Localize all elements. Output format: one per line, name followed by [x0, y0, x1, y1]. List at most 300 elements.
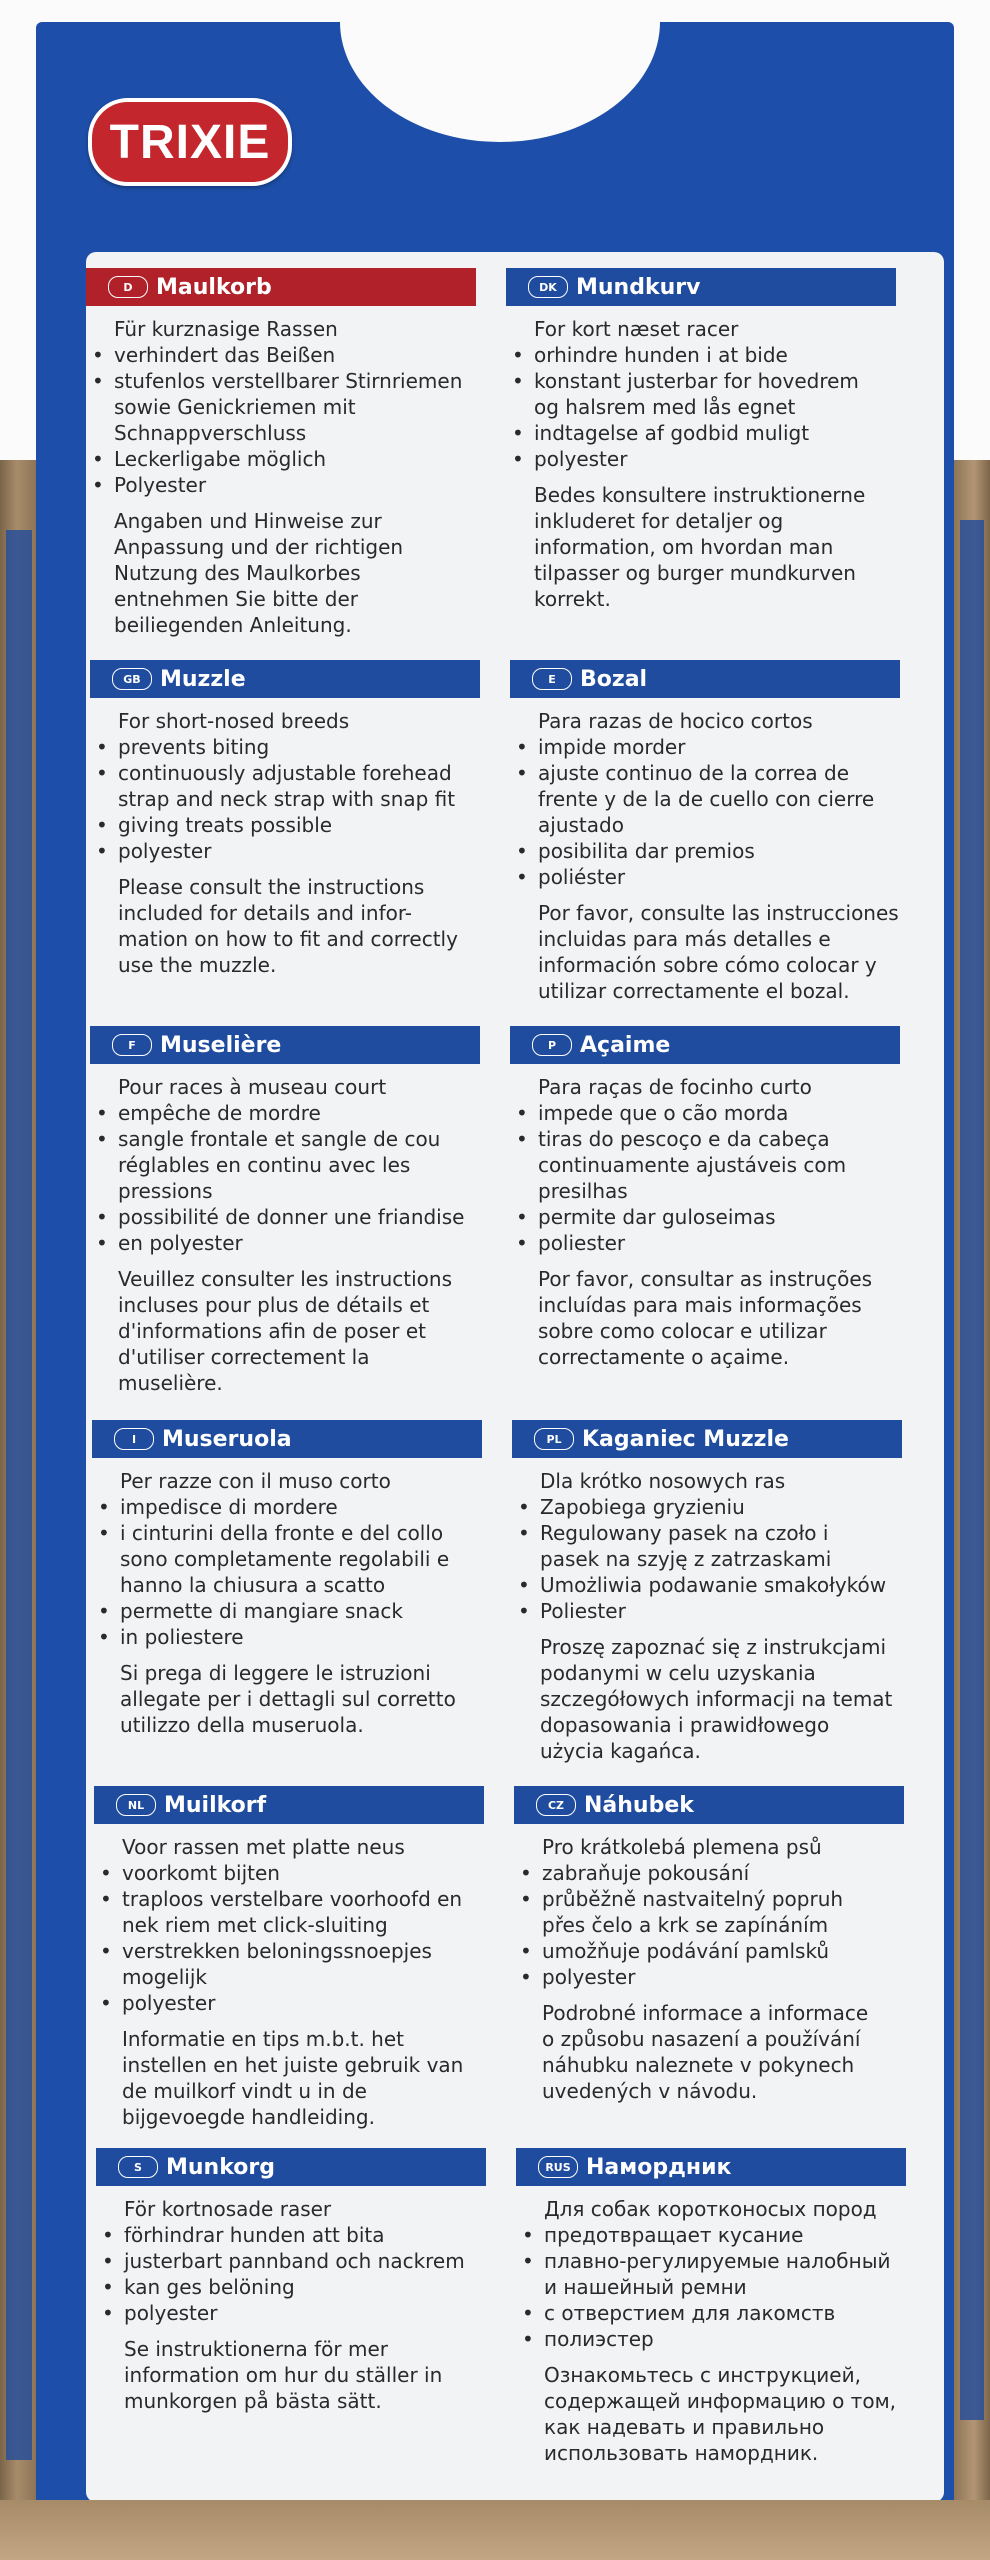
section-title: Bozal	[580, 666, 648, 692]
feature-item	[98, 1598, 482, 1624]
bullet-icon: •	[98, 1495, 110, 1519]
section-title: Muzzle	[160, 666, 246, 692]
bullet-icon: •	[512, 421, 524, 445]
note-line: use the muzzle.	[118, 953, 277, 977]
bullet-icon: •	[522, 2249, 534, 2273]
section-body	[512, 316, 896, 612]
note-line: d'informations afin de poser et	[118, 1319, 427, 1343]
feature-list	[516, 1100, 900, 1256]
note-line: Anpassung und der richtigen	[114, 535, 404, 559]
section-cz	[514, 1786, 904, 2104]
note-line: uvedených v návodu.	[542, 2079, 758, 2103]
instruction-note	[118, 1266, 480, 1396]
cardboard-bottom	[0, 2500, 990, 2560]
feature-item	[96, 1126, 480, 1204]
feature-item	[512, 420, 896, 446]
bullet-icon: •	[518, 1573, 530, 1597]
feature-line: réglables en continu avec les	[118, 1153, 411, 1177]
feature-line: förhindrar hunden att bita	[124, 2223, 385, 2247]
bullet-icon: •	[520, 1887, 532, 1911]
feature-item	[520, 1964, 904, 1990]
feature-item	[96, 734, 480, 760]
note-line: Bedes konsultere instruktionerne	[534, 483, 866, 507]
language-code-badge: S	[118, 2156, 158, 2178]
feature-line: posibilita dar premios	[538, 839, 755, 863]
feature-line: en polyester	[118, 1231, 243, 1255]
note-line: sobre como colocar e utilizar	[538, 1319, 827, 1343]
note-line: allegate per i dettagli sul corretto	[120, 1687, 456, 1711]
feature-item	[98, 1624, 482, 1650]
section-subtitle: Pro krátkolebá plemena psů	[542, 1835, 822, 1859]
feature-line: pasek na szyję z zatrzaskami	[540, 1547, 832, 1571]
section-body	[102, 2196, 486, 2414]
feature-line: polyester	[122, 1991, 216, 2015]
section-body	[518, 1468, 902, 1764]
feature-item	[512, 446, 896, 472]
bullet-icon: •	[516, 839, 528, 863]
feature-item	[518, 1572, 902, 1598]
note-line: incluidas para más detalles e	[538, 927, 831, 951]
feature-item	[96, 1204, 480, 1230]
bullet-icon: •	[516, 1101, 528, 1125]
feature-list	[96, 1100, 480, 1256]
instruction-note	[114, 508, 476, 638]
feature-line: continuamente ajustáveis com	[538, 1153, 847, 1177]
feature-line: sowie Genickriemen mit	[114, 395, 356, 419]
section-body	[516, 1074, 900, 1370]
note-line: Veuillez consulter les instructions	[118, 1267, 452, 1291]
feature-line: permite dar guloseimas	[538, 1205, 776, 1229]
note-line: náhubku naleznete v pokynech	[542, 2053, 855, 2077]
feature-item	[516, 838, 900, 864]
feature-item	[516, 1126, 900, 1204]
feature-item	[96, 812, 480, 838]
feature-item	[518, 1598, 902, 1624]
feature-line: mogelijk	[122, 1965, 207, 1989]
bullet-icon: •	[516, 865, 528, 889]
note-line: Ознакомьтесь с инструкцией,	[544, 2363, 861, 2387]
note-line: Informatie en tips m.b.t. het	[122, 2027, 405, 2051]
instruction-note	[542, 2000, 904, 2104]
box-side-left-stripe	[6, 530, 32, 2460]
bullet-icon: •	[100, 1939, 112, 1963]
note-line: information om hur du ställer in	[124, 2363, 443, 2387]
instruction-note	[538, 1266, 900, 1370]
feature-line: polyester	[534, 447, 628, 471]
feature-item	[92, 342, 476, 368]
section-title: Muilkorf	[164, 1792, 267, 1818]
feature-item	[92, 472, 476, 498]
bullet-icon: •	[98, 1599, 110, 1623]
feature-item	[100, 1990, 484, 2016]
feature-item	[520, 1938, 904, 1964]
feature-line: verstrekken beloningssnoepjes	[122, 1939, 432, 1963]
feature-item	[516, 864, 900, 890]
note-line: inkluderet for detaljer og	[534, 509, 784, 533]
instruction-note	[544, 2362, 906, 2466]
feature-line: Umożliwia podawanie smakołyków	[540, 1573, 887, 1597]
section-title: Muselière	[160, 1032, 282, 1058]
bullet-icon: •	[92, 343, 104, 367]
section-subtitle: Pour races à museau court	[118, 1075, 387, 1099]
feature-line: strap and neck strap with snap fit	[118, 787, 456, 811]
feature-item	[92, 446, 476, 472]
feature-line: sono completamente regolabili e	[120, 1547, 450, 1571]
bullet-icon: •	[92, 473, 104, 497]
section-title: Munkorg	[166, 2154, 275, 2180]
feature-line: presilhas	[538, 1179, 628, 1203]
section-title: Náhubek	[584, 1792, 694, 1818]
note-line: beiliegenden Anleitung.	[114, 613, 352, 637]
note-line: información sobre cómo colocar y	[538, 953, 877, 977]
trixie-logo: TRIXIE	[88, 98, 292, 186]
bullet-icon: •	[512, 447, 524, 471]
feature-line: impedisce di mordere	[120, 1495, 338, 1519]
section-header	[506, 268, 896, 306]
section-body	[96, 1074, 480, 1396]
feature-line: sangle frontale et sangle de cou	[118, 1127, 441, 1151]
note-line: Proszę zapoznać się z instrukcjami	[540, 1635, 887, 1659]
bullet-icon: •	[520, 1939, 532, 1963]
feature-list	[520, 1860, 904, 1990]
bullet-icon: •	[98, 1521, 110, 1545]
feature-item	[96, 838, 480, 864]
box-side-right	[954, 460, 990, 2530]
bullet-icon: •	[512, 369, 524, 393]
bullet-icon: •	[520, 1861, 532, 1885]
feature-item	[512, 368, 896, 420]
feature-line: tiras do pescoço e da cabeça	[538, 1127, 830, 1151]
language-code-badge: RUS	[538, 2156, 578, 2178]
bullet-icon: •	[522, 2223, 534, 2247]
feature-item	[522, 2300, 906, 2326]
feature-item	[98, 1494, 482, 1520]
feature-list	[102, 2222, 486, 2326]
section-subtitle: För kortnosade raser	[124, 2197, 332, 2221]
bullet-icon: •	[96, 1127, 108, 1151]
language-code-badge: P	[532, 1034, 572, 1056]
bullet-icon: •	[96, 761, 108, 785]
section-d	[86, 268, 476, 638]
language-code-badge: DK	[528, 276, 568, 298]
bullet-icon: •	[98, 1625, 110, 1649]
section-subtitle: Для собак коротконосых пород	[544, 2197, 877, 2221]
note-line: included for details and infor-	[118, 901, 413, 925]
section-header	[516, 2148, 906, 2186]
feature-line: possibilité de donner une friandise	[118, 1205, 465, 1229]
feature-item	[100, 1886, 484, 1938]
feature-line: polyester	[542, 1965, 636, 1989]
feature-item	[96, 760, 480, 812]
feature-item	[516, 1204, 900, 1230]
note-line: d'utiliser correctement la	[118, 1345, 370, 1369]
feature-item	[520, 1886, 904, 1938]
feature-line: Leckerligabe möglich	[114, 447, 327, 471]
feature-line: impide morder	[538, 735, 686, 759]
feature-line: og halsrem med lås egnet	[534, 395, 796, 419]
feature-line: frente y de la de cuello con cierre	[538, 787, 875, 811]
section-body	[522, 2196, 906, 2466]
section-header	[510, 660, 900, 698]
note-line: dopasowania i prawidłowego	[540, 1713, 830, 1737]
note-line: mation on how to fit and correctly	[118, 927, 458, 951]
language-code-badge: GB	[112, 668, 152, 690]
feature-item	[516, 1230, 900, 1256]
bullet-icon: •	[96, 735, 108, 759]
feature-line: pressions	[118, 1179, 213, 1203]
section-header	[94, 1786, 484, 1824]
section-body	[516, 708, 900, 1004]
language-code-badge: E	[532, 668, 572, 690]
feature-line: justerbart pannband och nackrem	[124, 2249, 465, 2273]
feature-line: полиэстер	[544, 2327, 654, 2351]
bullet-icon: •	[520, 1965, 532, 1989]
feature-item	[522, 2222, 906, 2248]
section-body	[520, 1834, 904, 2104]
section-header	[514, 1786, 904, 1824]
note-line: Angaben und Hinweise zur	[114, 509, 382, 533]
section-subtitle: For short-nosed breeds	[118, 709, 350, 733]
feature-item	[98, 1520, 482, 1598]
section-subtitle: Voor rassen met platte neus	[122, 1835, 405, 1859]
bullet-icon: •	[96, 839, 108, 863]
note-line: содержащей информацию о том,	[544, 2389, 897, 2413]
section-e	[510, 660, 900, 1004]
section-header	[86, 268, 476, 306]
section-title: Açaime	[580, 1032, 671, 1058]
note-line: как надевать и правильно	[544, 2415, 825, 2439]
feature-line: Polyester	[114, 473, 207, 497]
note-line: de muilkorf vindt u in de	[122, 2079, 367, 2103]
bullet-icon: •	[100, 1991, 112, 2015]
bullet-icon: •	[518, 1599, 530, 1623]
feature-line: permette di mangiare snack	[120, 1599, 403, 1623]
feature-list	[100, 1860, 484, 2016]
feature-line: и нашейный ремни	[544, 2275, 747, 2299]
note-line: Por favor, consultar as instruções	[538, 1267, 873, 1291]
box-side-right-stripe	[960, 520, 984, 2420]
bullet-icon: •	[96, 1205, 108, 1229]
feature-line: průběžně nastvaitelný popruh	[542, 1887, 844, 1911]
section-title: Mundkurv	[576, 274, 701, 300]
note-line: utilizar correctamente el bozal.	[538, 979, 850, 1003]
bullet-icon: •	[518, 1495, 530, 1519]
note-line: Nutzung des Maulkorbes	[114, 561, 361, 585]
section-dk	[506, 268, 896, 612]
feature-item	[102, 2248, 486, 2274]
section-f	[90, 1026, 480, 1396]
section-header	[90, 1026, 480, 1064]
section-subtitle: Für kurznasige Rassen	[114, 317, 338, 341]
feature-item	[520, 1860, 904, 1886]
bullet-icon: •	[102, 2249, 114, 2273]
feature-line: kan ges belöning	[124, 2275, 295, 2299]
feature-line: i cinturini della fronte e del collo	[120, 1521, 444, 1545]
note-line: podanymi w celu uzyskania	[540, 1661, 816, 1685]
section-s	[96, 2148, 486, 2414]
feature-item	[102, 2222, 486, 2248]
bullet-icon: •	[96, 1231, 108, 1255]
feature-item	[100, 1938, 484, 1990]
bullet-icon: •	[512, 343, 524, 367]
bullet-icon: •	[518, 1521, 530, 1545]
feature-line: indtagelse af godbid muligt	[534, 421, 810, 445]
note-line: korrekt.	[534, 587, 611, 611]
feature-line: ajuste continuo de la correa de	[538, 761, 849, 785]
feature-list	[516, 734, 900, 890]
feature-line: Schnappverschluss	[114, 421, 307, 445]
feature-list	[522, 2222, 906, 2352]
feature-line: empêche de mordre	[118, 1101, 321, 1125]
bullet-icon: •	[92, 447, 104, 471]
section-body	[100, 1834, 484, 2130]
note-line: Podrobné informace a informace	[542, 2001, 869, 2025]
feature-item	[102, 2274, 486, 2300]
feature-line: prevents biting	[118, 735, 270, 759]
language-code-badge: PL	[534, 1428, 574, 1450]
note-line: munkorgen på bästa sätt.	[124, 2389, 382, 2413]
bullet-icon: •	[102, 2275, 114, 2299]
feature-line: konstant justerbar for hovedrem	[534, 369, 859, 393]
feature-line: плавно-регулируемые налобный	[544, 2249, 891, 2273]
language-code-badge: NL	[116, 1794, 156, 1816]
feature-line: orhindre hunden i at bide	[534, 343, 788, 367]
bullet-icon: •	[96, 813, 108, 837]
feature-line: предотвращает кусание	[544, 2223, 804, 2247]
feature-item	[92, 368, 476, 446]
section-nl	[94, 1786, 484, 2130]
feature-item	[522, 2326, 906, 2352]
feature-line: poliester	[538, 1231, 626, 1255]
feature-line: hanno la chiusura a scatto	[120, 1573, 386, 1597]
feature-list	[518, 1494, 902, 1624]
feature-item	[96, 1100, 480, 1126]
bullet-icon: •	[516, 1127, 528, 1151]
bullet-icon: •	[522, 2327, 534, 2351]
bullet-icon: •	[96, 1101, 108, 1125]
feature-item	[100, 1860, 484, 1886]
feature-item	[102, 2300, 486, 2326]
section-header	[512, 1420, 902, 1458]
note-line: использовать намордник.	[544, 2441, 819, 2465]
section-i	[92, 1420, 482, 1738]
note-line: Please consult the instructions	[118, 875, 425, 899]
section-subtitle: Para raças de focinho curto	[538, 1075, 812, 1099]
section-p	[510, 1026, 900, 1370]
bullet-icon: •	[92, 369, 104, 393]
feature-line: Zapobiega gryzieniu	[540, 1495, 745, 1519]
feature-line: zabraňuje pokousání	[542, 1861, 750, 1885]
language-code-badge: F	[112, 1034, 152, 1056]
note-line: correctamente o açaime.	[538, 1345, 790, 1369]
instruction-note	[534, 482, 896, 612]
feature-line: voorkomt bijten	[122, 1861, 280, 1885]
feature-line: polyester	[118, 839, 212, 863]
note-line: utilizzo della museruola.	[120, 1713, 364, 1737]
section-header	[92, 1420, 482, 1458]
note-line: information, om hvordan man	[534, 535, 834, 559]
instruction-note	[124, 2336, 486, 2414]
section-body	[92, 316, 476, 638]
feature-line: stufenlos verstellbarer Stirnriemen	[114, 369, 463, 393]
bullet-icon: •	[102, 2223, 114, 2247]
section-subtitle: Dla krótko nosowych ras	[540, 1469, 786, 1493]
feature-line: giving treats possible	[118, 813, 333, 837]
bullet-icon: •	[516, 1205, 528, 1229]
feature-list	[92, 342, 476, 498]
feature-line: traploos verstelbare voorhoofd en	[122, 1887, 463, 1911]
bullet-icon: •	[516, 761, 528, 785]
instruction-note	[118, 874, 480, 978]
bullet-icon: •	[516, 735, 528, 759]
bullet-icon: •	[100, 1887, 112, 1911]
note-line: instellen en het juiste gebruik van	[122, 2053, 464, 2077]
feature-line: Regulowany pasek na czoło i	[540, 1521, 829, 1545]
bullet-icon: •	[100, 1861, 112, 1885]
note-line: szczegółowych informacji na temat	[540, 1687, 893, 1711]
language-code-badge: I	[114, 1428, 154, 1450]
feature-line: ajustado	[538, 813, 624, 837]
feature-item	[516, 1100, 900, 1126]
bullet-icon: •	[516, 1231, 528, 1255]
section-pl	[512, 1420, 902, 1764]
section-gb	[90, 660, 480, 978]
instruction-note	[122, 2026, 484, 2130]
feature-line: Poliester	[540, 1599, 626, 1623]
feature-list	[96, 734, 480, 864]
feature-list	[98, 1494, 482, 1650]
feature-line: nek riem met click-sluiting	[122, 1913, 388, 1937]
feature-line: impede que o cão morda	[538, 1101, 789, 1125]
section-header	[96, 2148, 486, 2186]
note-line: użycia kagańca.	[540, 1739, 701, 1763]
note-line: muselière.	[118, 1371, 223, 1395]
feature-line: poliéster	[538, 865, 626, 889]
note-line: Se instruktionerna för mer	[124, 2337, 388, 2361]
section-title: Намордник	[586, 2154, 732, 2180]
section-title: Maulkorb	[156, 274, 272, 300]
language-code-badge: D	[108, 276, 148, 298]
note-line: tilpasser og burger mundkurven	[534, 561, 856, 585]
feature-item	[522, 2248, 906, 2300]
note-line: bijgevoegde handleiding.	[122, 2105, 375, 2129]
feature-line: přes čelo a krk se zapínáním	[542, 1913, 829, 1937]
box-side-left	[0, 460, 38, 2530]
language-code-badge: CZ	[536, 1794, 576, 1816]
feature-line: polyester	[124, 2301, 218, 2325]
section-title: Museruola	[162, 1426, 292, 1452]
instruction-note	[120, 1660, 482, 1738]
feature-list	[512, 342, 896, 472]
instruction-note	[540, 1634, 902, 1764]
note-line: incluídas para mais informações	[538, 1293, 862, 1317]
section-header	[90, 660, 480, 698]
feature-line: continuously adjustable forehead	[118, 761, 452, 785]
note-line: Si prega di leggere le istruzioni	[120, 1661, 431, 1685]
feature-line: verhindert das Beißen	[114, 343, 336, 367]
section-header	[510, 1026, 900, 1064]
bullet-icon: •	[522, 2301, 534, 2325]
section-body	[98, 1468, 482, 1738]
note-line: Por favor, consulte las instrucciones	[538, 901, 899, 925]
feature-item	[518, 1520, 902, 1572]
feature-item	[518, 1494, 902, 1520]
feature-line: in poliestere	[120, 1625, 244, 1649]
bullet-icon: •	[102, 2301, 114, 2325]
note-line: incluses pour plus de détails et	[118, 1293, 430, 1317]
feature-line: с отверстием для лакомств	[544, 2301, 836, 2325]
section-subtitle: Per razze con il muso corto	[120, 1469, 391, 1493]
